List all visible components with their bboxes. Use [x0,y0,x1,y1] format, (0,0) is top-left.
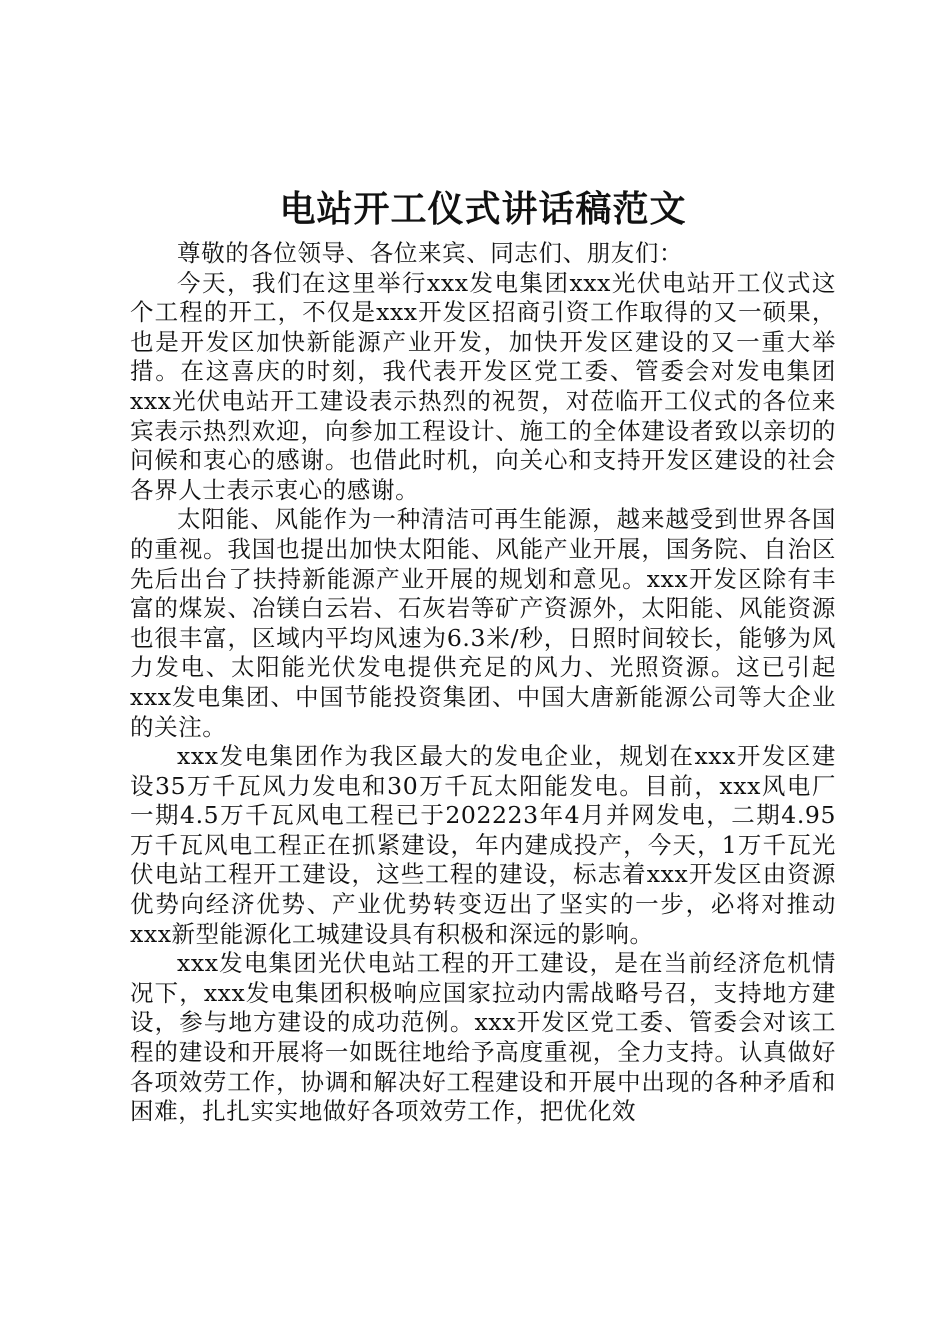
body-paragraph-3: xxx发电集团作为我区最大的发电企业，规划在xxx开发区建设35万千瓦风力发电和30万千瓦太阳能发电。目前，xxx风电厂一期4.5万千瓦风电工程已于202223年4月并网发电，二期4.95万千瓦风电工程正在抓紧建设，年内建成投产，今天，1万千瓦光伏电站工程开工建设，这些工程的建设，标志着xxx开发区由资源优势向经济优势、产业优势转变迈出了坚实的一步，必将对推动xxx新型能源化工城建设具有积极和深远的影响。 [130,742,836,948]
body-paragraph-2: 太阳能、风能作为一种清洁可再生能源，越来越受到世界各国的重视。我国也提出加快太阳能、风能产业开展，国务院、自治区先后出台了扶持新能源产业开展的规划和意见。xxx开发区除有丰富的煤炭、冶镁白云岩、石灰岩等矿产资源外，太阳能、风能资源也很丰富，区域内平均风速为6.3米/秒，日照时间较长，能够为风力发电、太阳能光伏发电提供充足的风力、光照资源。这已引起xxx发电集团、中国节能投资集团、中国大唐新能源公司等大企业的关注。 [130,505,836,741]
body-paragraph-4: xxx发电集团光伏电站工程的开工建设，是在当前经济危机情况下，xxx发电集团积极响应国家拉动内需战略号召，支持地方建设，参与地方建设的成功范例。xxx开发区党工委、管委会对该工程的建设和开展将一如既往地给予高度重视，全力支持。认真做好各项效劳工作，协调和解决好工程建设和开展中出现的各种矛盾和困难，扎扎实实地做好各项效劳工作，把优化效 [130,949,836,1126]
document-title: 电站开工仪式讲话稿范文 [279,188,687,230]
salutation-paragraph: 尊敬的各位领导、各位来宾、同志们、朋友们： [177,239,684,267]
body-paragraph-1: 今天，我们在这里举行xxx发电集团xxx光伏电站开工仪式这个工程的开工，不仅是xxx开发区招商引资工作取得的又一硕果，也是开发区加快新能源产业开发，加快开发区建设的又一重大举措。在这喜庆的时刻，我代表开发区党工委、管委会对发电集团xxx光伏电站开工建设表示热烈的祝贺，对莅临开工仪式的各位来宾表示热烈欢迎，向参加工程设计、施工的全体建设者致以亲切的问候和衷心的感谢。也借此时机，向关心和支持开发区建设的社会各界人士表示衷心的感谢。 [130,268,836,504]
document-page [130,183,836,1127]
